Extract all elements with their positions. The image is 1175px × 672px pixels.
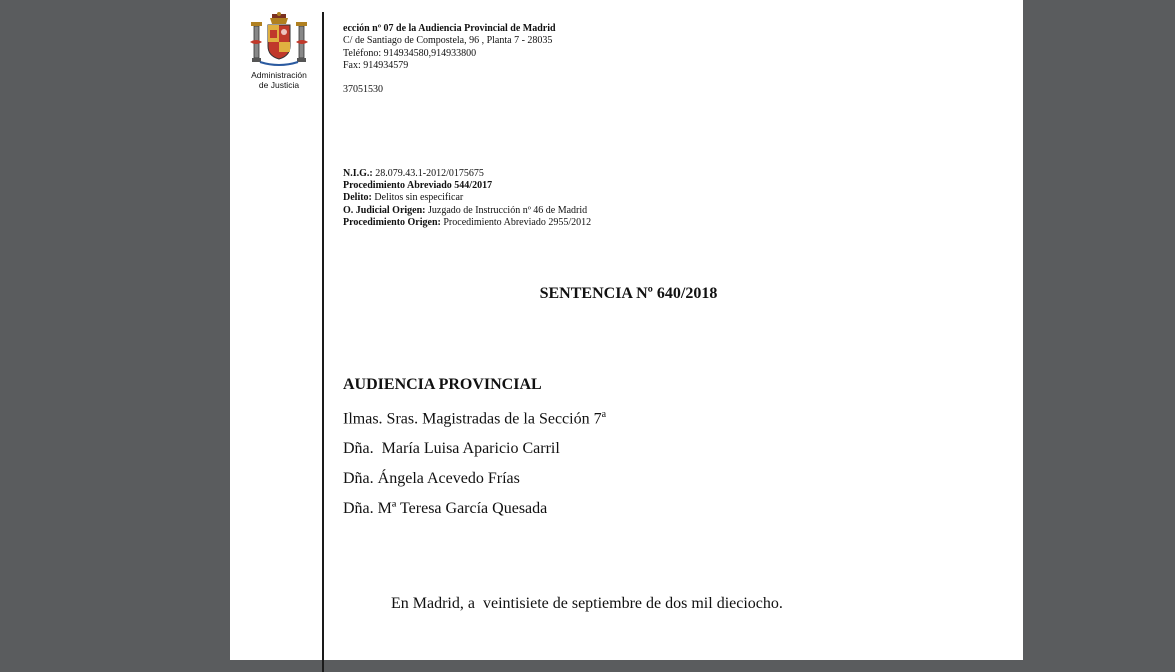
nig-label: N.I.G.: xyxy=(343,168,373,179)
date-line: En Madrid, a veintisiete de septiembre de dos mil dieciocho. xyxy=(391,595,783,612)
coat-of-arms-icon xyxy=(248,12,310,68)
logo-caption-line1: Administración xyxy=(251,70,307,80)
delito-value: Delitos sin especificar xyxy=(371,192,464,204)
origen-line xyxy=(343,205,591,217)
judge-2: Dña. Ángela Acevedo Frías xyxy=(343,470,520,488)
document-page xyxy=(230,0,1023,660)
procedure-block xyxy=(343,168,591,229)
document-code: 37051530 xyxy=(343,84,383,95)
proc-origen-value: Procedimiento Abreviado 2955/2012 xyxy=(440,216,592,228)
proc-origen-line xyxy=(343,217,591,229)
margin-rule xyxy=(322,12,324,672)
court-composition xyxy=(343,375,606,529)
court-address: C/ de Santiago de Compostela, 96 , Planta 7 - 28035 xyxy=(343,35,553,47)
proc-origen-label: Procedimiento Origen: xyxy=(343,216,441,228)
origen-label: O. Judicial Origen: xyxy=(343,204,426,216)
logo-caption-line2: de Justicia xyxy=(258,80,300,90)
proc-abreviado: Procedimiento Abreviado 544/2017 xyxy=(343,180,493,192)
magistrates-text: Ilmas. Sras. Magistradas de la Sección 7 xyxy=(343,410,602,428)
court-name: ección nº 07 de la Audiencia Provincial de Madrid xyxy=(343,23,556,34)
nig-line xyxy=(343,168,591,180)
judge-3: Dña. Mª Teresa García Quesada xyxy=(343,500,548,518)
court-phone: Teléfono: 914934580,914933800 xyxy=(343,47,477,59)
delito-label: Delito: xyxy=(343,192,372,204)
logo-caption xyxy=(244,70,314,90)
delito-line xyxy=(343,192,591,204)
nig-value: 28.079.43.1-2012/0175675 xyxy=(372,168,484,179)
sentence-title: SENTENCIA Nº 640/2018 xyxy=(539,285,718,302)
judge-1: Dña. María Luisa Aparicio Carril xyxy=(343,440,560,458)
proc-abreviado-line xyxy=(343,180,591,192)
court-fax: Fax: 914934579 xyxy=(343,59,409,71)
court-header xyxy=(343,23,556,72)
magistrates-sup: a xyxy=(601,409,607,420)
court-heading: AUDIENCIA PROVINCIAL xyxy=(343,376,542,393)
coat-of-arms-logo xyxy=(244,12,314,90)
origen-value: Juzgado de Instrucción nº 46 de Madrid xyxy=(425,204,588,216)
magistrates-line xyxy=(343,405,606,429)
